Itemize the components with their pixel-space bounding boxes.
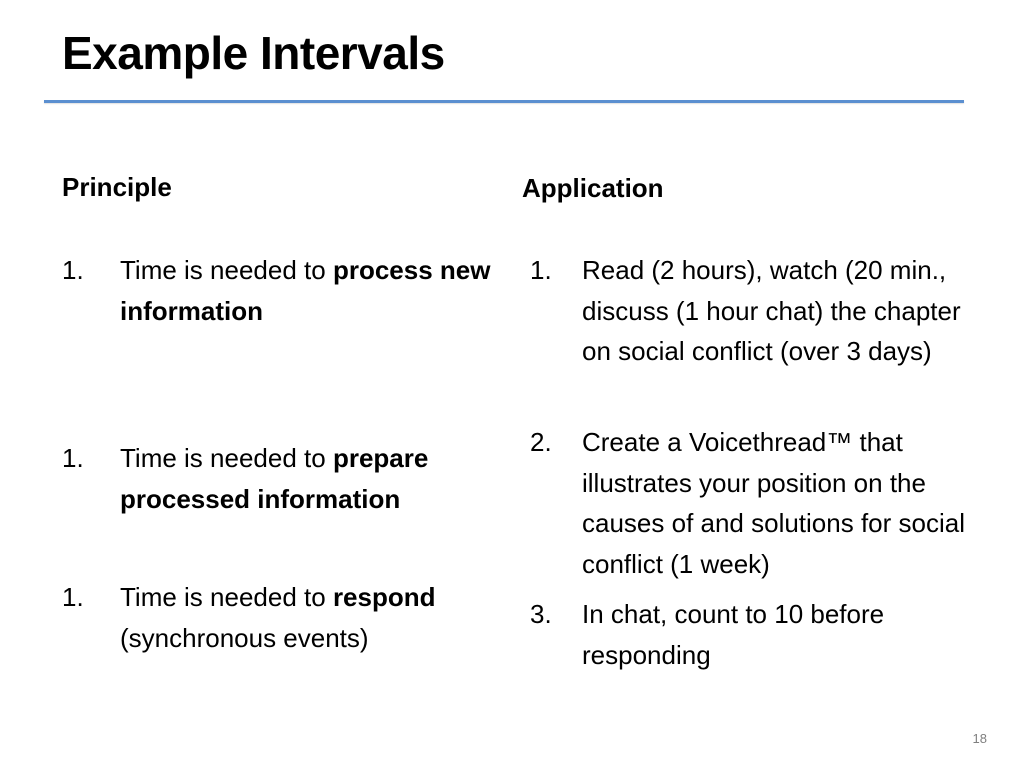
principle-heading: Principle (62, 172, 172, 202)
slide-title: Example Intervals (62, 27, 445, 79)
list-number: 1. (62, 582, 84, 612)
list-number: 1. (530, 255, 552, 285)
principle-text: Time is needed to prepare processed information (120, 443, 429, 514)
page-number: 18 (972, 731, 987, 746)
list-number: 1. (62, 443, 84, 473)
application-text: Read (2 hours), watch (20 min., discuss (1 hour chat) the chapter on social conflict (over 3 days) (582, 255, 961, 366)
principle-text: Time is needed to process new information (120, 255, 491, 326)
list-number: 3. (530, 599, 552, 629)
list-number: 2. (530, 427, 552, 457)
list-number: 1. (62, 255, 84, 285)
application-text: In chat, count to 10 before responding (582, 599, 885, 670)
application-text: Create a Voicethread™ that illustrates your position on the causes of and solutions for social conflict (1 week) (582, 427, 965, 579)
principle-text: Time is needed to respond (synchronous events) (120, 582, 436, 653)
title-divider (44, 100, 964, 103)
application-heading: Application (522, 173, 664, 203)
